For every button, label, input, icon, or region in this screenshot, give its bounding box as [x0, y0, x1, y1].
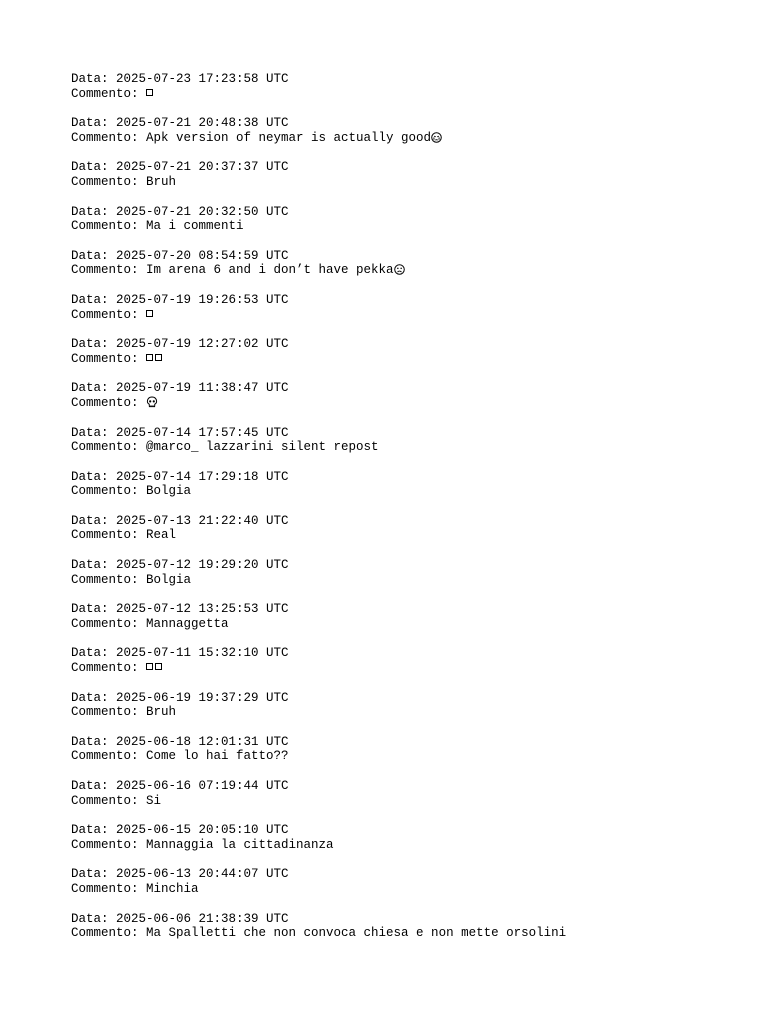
comment-entry	[71, 558, 751, 602]
comment-label: Commento:	[71, 484, 147, 499]
date-line	[71, 867, 751, 882]
comment-line	[71, 219, 751, 234]
date-line	[71, 337, 751, 352]
date-line	[71, 470, 751, 485]
date-label: Data:	[71, 513, 117, 528]
comment-label: Commento:	[71, 219, 147, 234]
date-value: 2025-07-11 15:32:10 UTC	[116, 646, 289, 661]
date-label: Data:	[71, 602, 117, 617]
comment-line	[71, 661, 751, 676]
comment-entry	[71, 779, 751, 823]
date-line	[71, 602, 751, 617]
comment-label: Commento:	[71, 705, 147, 720]
comment-text: Im arena 6 and i don’t have pekka	[146, 263, 394, 278]
comment-entry	[71, 823, 751, 867]
comment-line	[71, 528, 751, 543]
missing-glyph-icon	[146, 89, 153, 96]
comment-label: Commento:	[71, 263, 147, 278]
date-line	[71, 912, 751, 927]
date-label: Data:	[71, 204, 117, 219]
date-line	[71, 646, 751, 661]
comment-line	[71, 352, 751, 367]
comment-entry	[71, 646, 751, 690]
date-line	[71, 426, 751, 441]
comment-entry	[71, 426, 751, 470]
comment-entry	[71, 116, 751, 160]
missing-glyph-icon	[155, 663, 162, 670]
comment-label: Commento:	[71, 881, 147, 896]
date-line	[71, 293, 751, 308]
comment-label: Commento:	[71, 395, 147, 410]
comment-label: Commento:	[71, 926, 147, 941]
comment-text: Si	[146, 793, 162, 808]
date-value: 2025-07-14 17:57:45 UTC	[116, 425, 289, 440]
comment-text: Bolgia	[146, 484, 192, 499]
date-label: Data:	[71, 823, 117, 838]
missing-glyph-icon	[146, 310, 153, 317]
comment-label: Commento:	[71, 307, 147, 322]
date-line	[71, 779, 751, 794]
comment-line	[71, 440, 751, 455]
comment-line	[71, 573, 751, 588]
date-value: 2025-07-19 11:38:47 UTC	[116, 381, 289, 396]
comment-entry	[71, 867, 751, 911]
date-value: 2025-07-12 19:29:20 UTC	[116, 558, 289, 573]
date-label: Data:	[71, 734, 117, 749]
date-line	[71, 116, 751, 131]
date-line	[71, 160, 751, 175]
comment-entry	[71, 735, 751, 779]
date-line	[71, 381, 751, 396]
date-label: Data:	[71, 558, 117, 573]
comment-line	[71, 794, 751, 809]
date-label: Data:	[71, 72, 117, 86]
comment-text: Mannaggia la cittadinanza	[146, 837, 334, 852]
comment-text: Come lo hai fatto??	[146, 749, 289, 764]
comment-entry	[71, 293, 751, 337]
date-value: 2025-07-12 13:25:53 UTC	[116, 602, 289, 617]
date-label: Data:	[71, 116, 117, 131]
comment-line	[71, 484, 751, 499]
date-value: 2025-07-21 20:32:50 UTC	[116, 204, 289, 219]
comment-label: Commento:	[71, 86, 147, 101]
comment-line	[71, 617, 751, 632]
date-line	[71, 558, 751, 573]
date-label: Data:	[71, 337, 117, 352]
comment-entry	[71, 160, 751, 204]
comment-line	[71, 131, 751, 148]
comment-entry	[71, 72, 751, 116]
comment-line	[71, 749, 751, 764]
date-line	[71, 205, 751, 220]
date-label: Data:	[71, 248, 117, 263]
date-value: 2025-06-06 21:38:39 UTC	[116, 911, 289, 926]
comment-label: Commento:	[71, 572, 147, 587]
date-label: Data:	[71, 911, 117, 926]
comment-line	[71, 882, 751, 897]
comment-label: Commento:	[71, 440, 147, 455]
sad-face-icon	[394, 264, 405, 280]
comment-line	[71, 87, 751, 102]
date-line	[71, 691, 751, 706]
date-value: 2025-06-13 20:44:07 UTC	[116, 867, 289, 882]
comment-label: Commento:	[71, 351, 147, 366]
date-value: 2025-06-19 19:37:29 UTC	[116, 690, 289, 705]
comment-line	[71, 308, 751, 323]
comment-entry	[71, 602, 751, 646]
date-value: 2025-07-19 19:26:53 UTC	[116, 292, 289, 307]
comment-text: Minchia	[146, 881, 199, 896]
comment-line	[71, 396, 751, 413]
comment-label: Commento:	[71, 528, 147, 543]
date-value: 2025-06-18 12:01:31 UTC	[116, 734, 289, 749]
date-line	[71, 249, 751, 264]
date-label: Data:	[71, 425, 117, 440]
comment-line	[71, 705, 751, 720]
missing-glyph-icon	[155, 354, 162, 361]
date-value: 2025-07-23 17:23:58 UTC	[116, 72, 289, 86]
missing-glyph-icon	[146, 663, 153, 670]
comment-label: Commento:	[71, 130, 147, 145]
comment-label: Commento:	[71, 837, 147, 852]
date-value: 2025-07-20 08:54:59 UTC	[116, 248, 289, 263]
skull-face-icon	[146, 396, 158, 413]
date-line	[71, 72, 751, 87]
date-value: 2025-07-21 20:37:37 UTC	[116, 160, 289, 175]
comment-line	[71, 926, 751, 941]
date-label: Data:	[71, 381, 117, 396]
comment-line	[71, 838, 751, 853]
date-label: Data:	[71, 469, 117, 484]
comment-log	[71, 72, 751, 956]
date-label: Data:	[71, 160, 117, 175]
comment-text: Ma Spalletti che non convoca chiesa e non mette orsolini	[146, 926, 567, 941]
missing-glyph-icon	[146, 354, 153, 361]
comment-label: Commento:	[71, 793, 147, 808]
date-line	[71, 735, 751, 750]
crying-face-icon	[431, 132, 442, 148]
comment-text: Real	[146, 528, 177, 543]
comment-line	[71, 263, 751, 280]
comment-text: Apk version of neymar is actually good	[146, 130, 432, 145]
comment-text: @marco_ lazzarini silent repost	[146, 440, 379, 455]
comment-text: Ma i commenti	[146, 219, 244, 234]
comment-text: Mannaggetta	[146, 616, 229, 631]
comment-entry	[71, 205, 751, 249]
date-value: 2025-06-15 20:05:10 UTC	[116, 823, 289, 838]
comment-entry	[71, 381, 751, 425]
date-line	[71, 823, 751, 838]
comment-label: Commento:	[71, 174, 147, 189]
comment-entry	[71, 249, 751, 293]
date-value: 2025-06-16 07:19:44 UTC	[116, 779, 289, 793]
date-label: Data:	[71, 646, 117, 661]
date-value: 2025-07-14 17:29:18 UTC	[116, 469, 289, 484]
date-line	[71, 514, 751, 529]
date-value: 2025-07-21 20:48:38 UTC	[116, 116, 289, 131]
comment-text: Bolgia	[146, 572, 192, 587]
comment-entry	[71, 470, 751, 514]
comment-label: Commento:	[71, 749, 147, 764]
comment-line	[71, 175, 751, 190]
date-value: 2025-07-13 21:22:40 UTC	[116, 513, 289, 528]
date-label: Data:	[71, 867, 117, 882]
comment-text: Bruh	[146, 705, 177, 720]
date-label: Data:	[71, 690, 117, 705]
date-label: Data:	[71, 779, 117, 793]
comment-entry	[71, 514, 751, 558]
comment-label: Commento:	[71, 661, 147, 676]
date-label: Data:	[71, 292, 117, 307]
comment-text: Bruh	[146, 174, 177, 189]
comment-entry	[71, 337, 751, 381]
date-value: 2025-07-19 12:27:02 UTC	[116, 337, 289, 352]
comment-entry	[71, 912, 751, 956]
comment-entry	[71, 691, 751, 735]
comment-label: Commento:	[71, 616, 147, 631]
